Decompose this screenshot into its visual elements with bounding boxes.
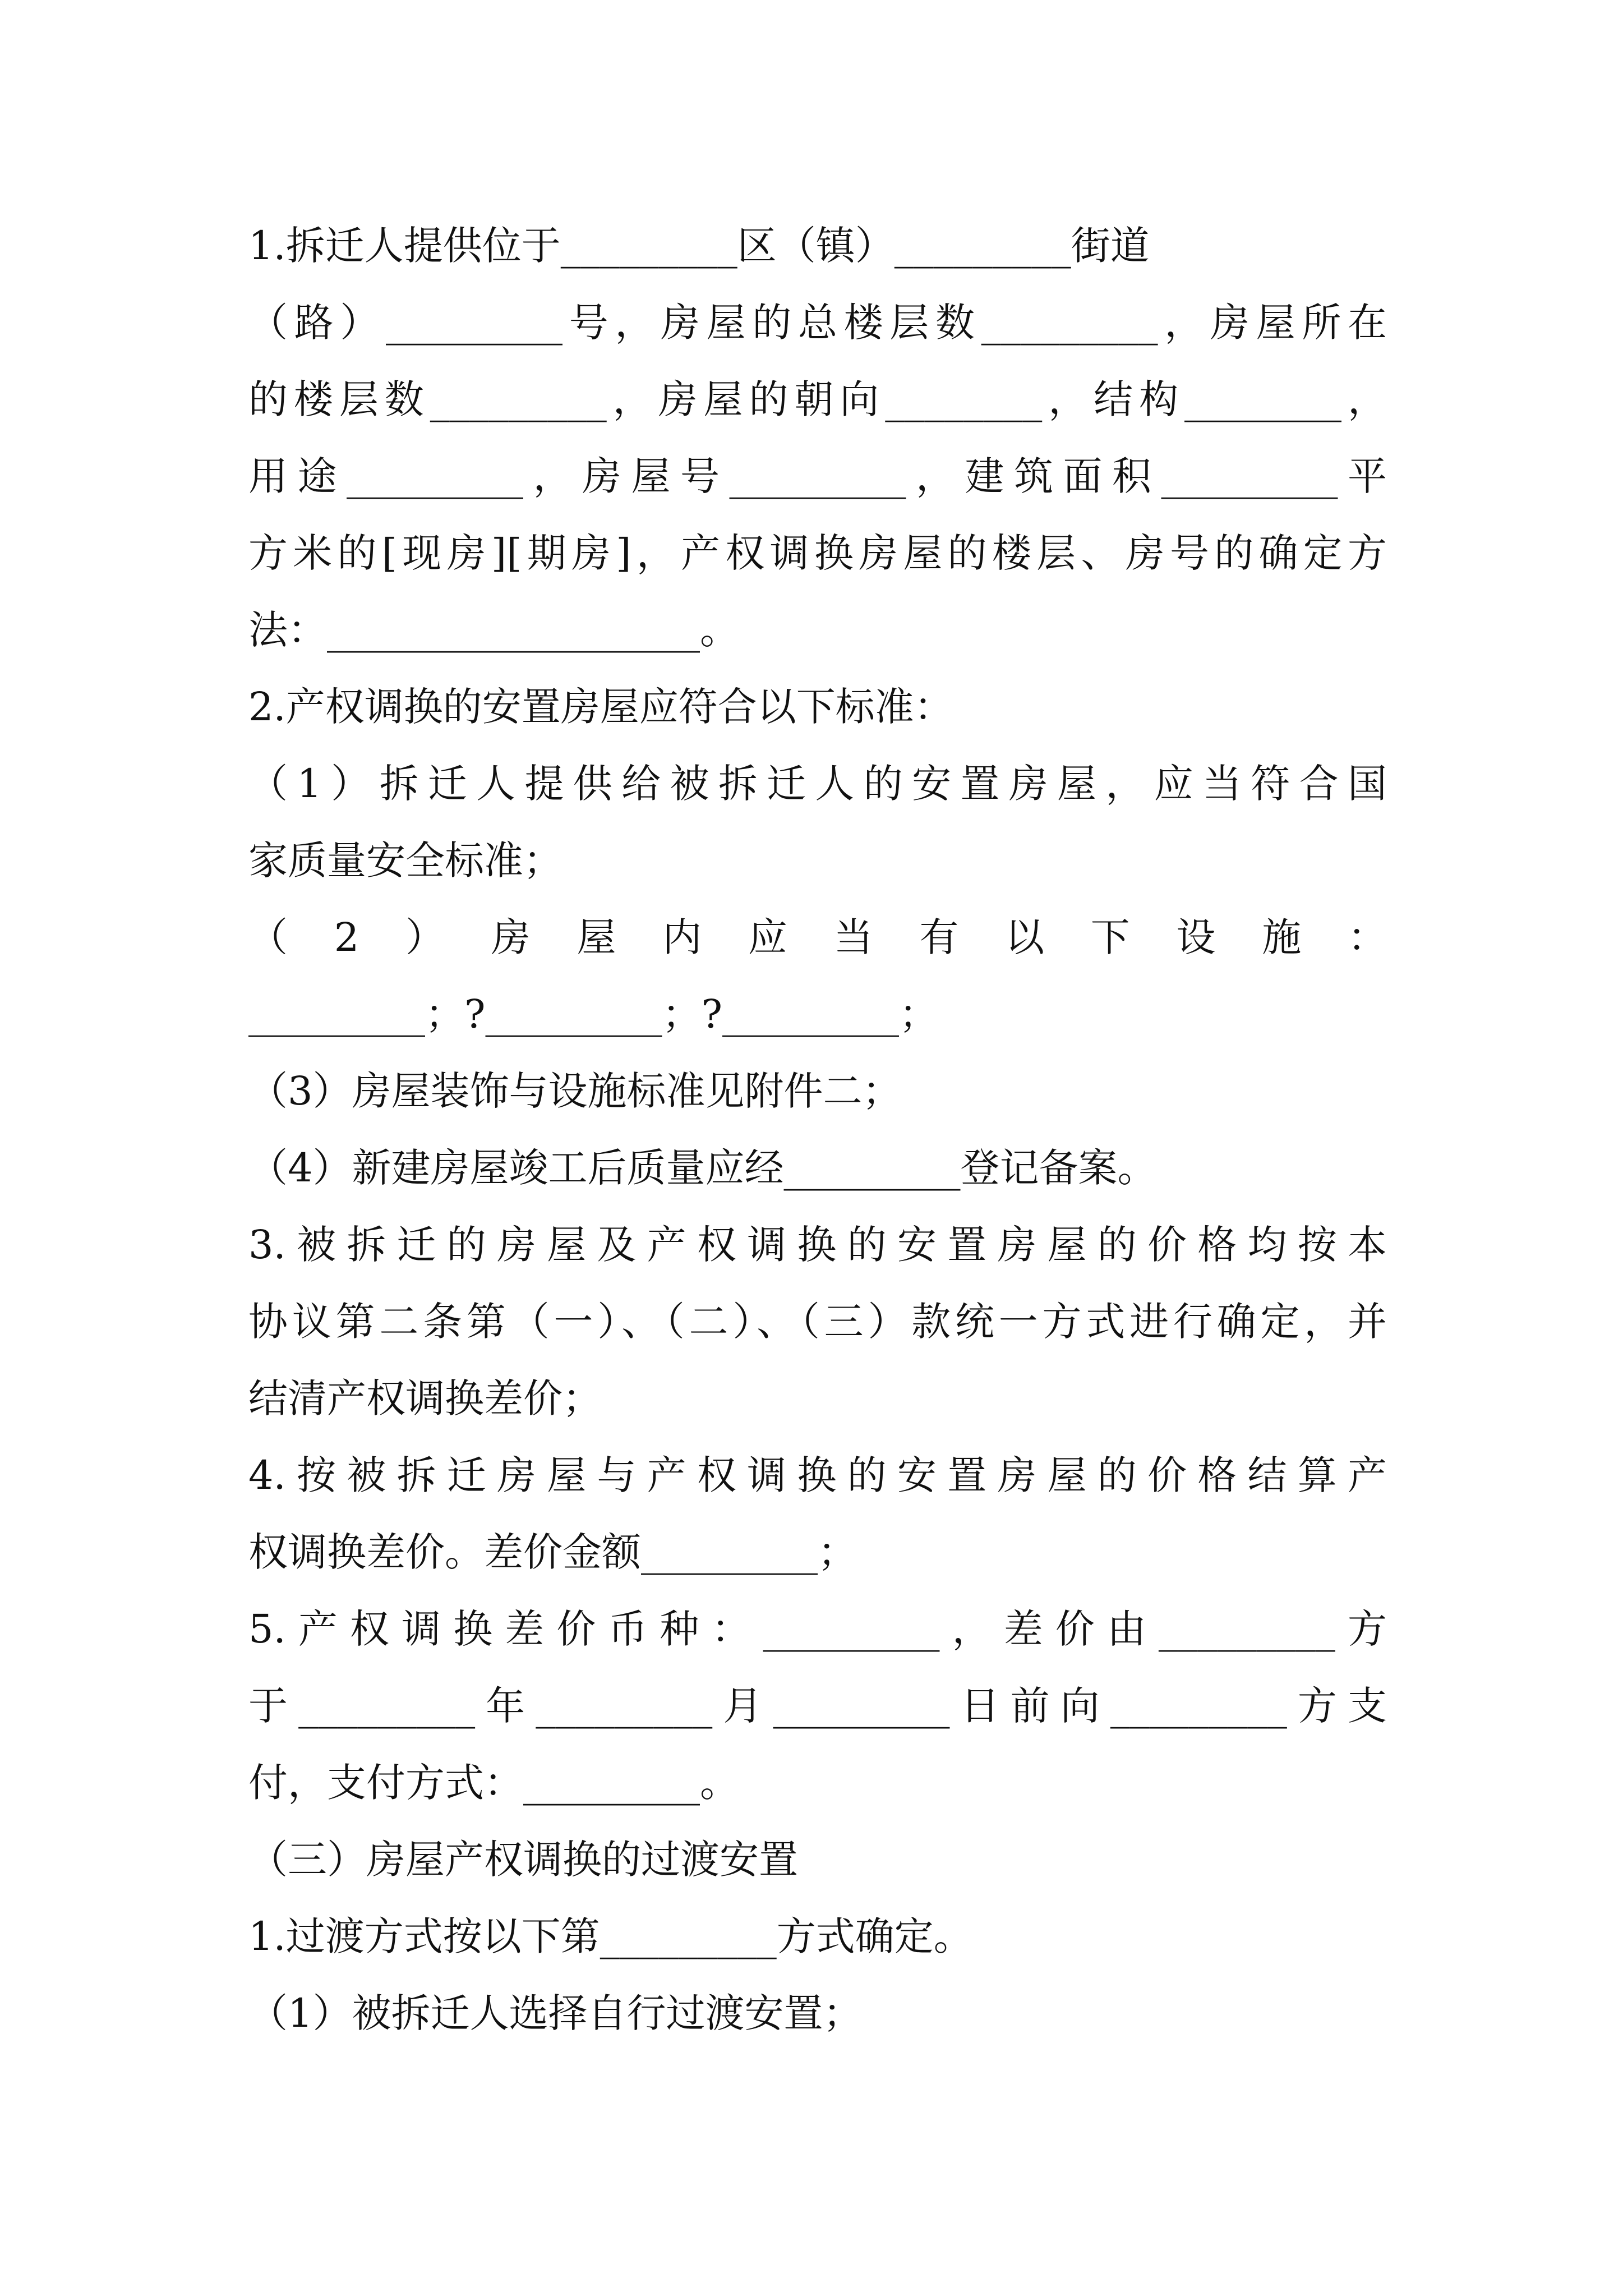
text-line: 协议第二条第（一）、（二）、（三）款统一方式进行确定，并 [248,1299,1387,1345]
text-line: 4.按被拆迁房屋与产权调换的安置房屋的价格结算产 [248,1452,1387,1498]
text-line: （路）_________号，房屋的总楼层数_________，房屋所在 [248,300,1387,346]
text-line: 用途_________，房屋号_________，建筑面积_________平 [248,453,1387,499]
text-line: （3）房屋装饰与设施标准见附件二； [248,1068,902,1114]
text-line: 于_________年_________月_________日前向_________方支 [248,1683,1387,1729]
text-line: 的楼层数_________，房屋的朝向________，结构________， [248,376,1387,422]
text-line: 1.过渡方式按以下第_________方式确定。 [248,1913,973,1959]
text-line: （1）拆迁人提供给被拆迁人的安置房屋，应当符合国 [248,761,1387,807]
text-line: 方米的[现房][期房]，产权调换房屋的楼层、房号的确定方 [248,530,1387,576]
text-line: 权调换差价。差价金额_________； [248,1529,857,1575]
text-line: 1.拆迁人提供位于_________区（镇）_________街道 [248,223,1150,269]
text-line: 家质量安全标准； [248,838,562,884]
text-line: 5.产权调换差价币种：_________，差价由_________方 [248,1606,1387,1652]
text-line: （三）房屋产权调换的过渡安置 [248,1837,798,1883]
text-line: 法：___________________。 [248,607,739,653]
text-line: 付，支付方式：_________。 [248,1760,739,1806]
text-line: 2.产权调换的安置房屋应符合以下标准： [248,684,953,730]
text-line: 3.被拆迁的房屋及产权调换的安置房屋的价格均按本 [248,1222,1387,1268]
text-line: （4）新建房屋竣工后质量应经_________登记备案。 [248,1145,1157,1191]
text-line: _________；?_________；?_________； [248,991,939,1037]
text-line: 结清产权调换差价； [248,1375,602,1421]
text-line: （1）被拆迁人选择自行过渡安置； [248,1990,863,2036]
text-line: （2）房屋内应当有以下设施： [248,914,1387,960]
